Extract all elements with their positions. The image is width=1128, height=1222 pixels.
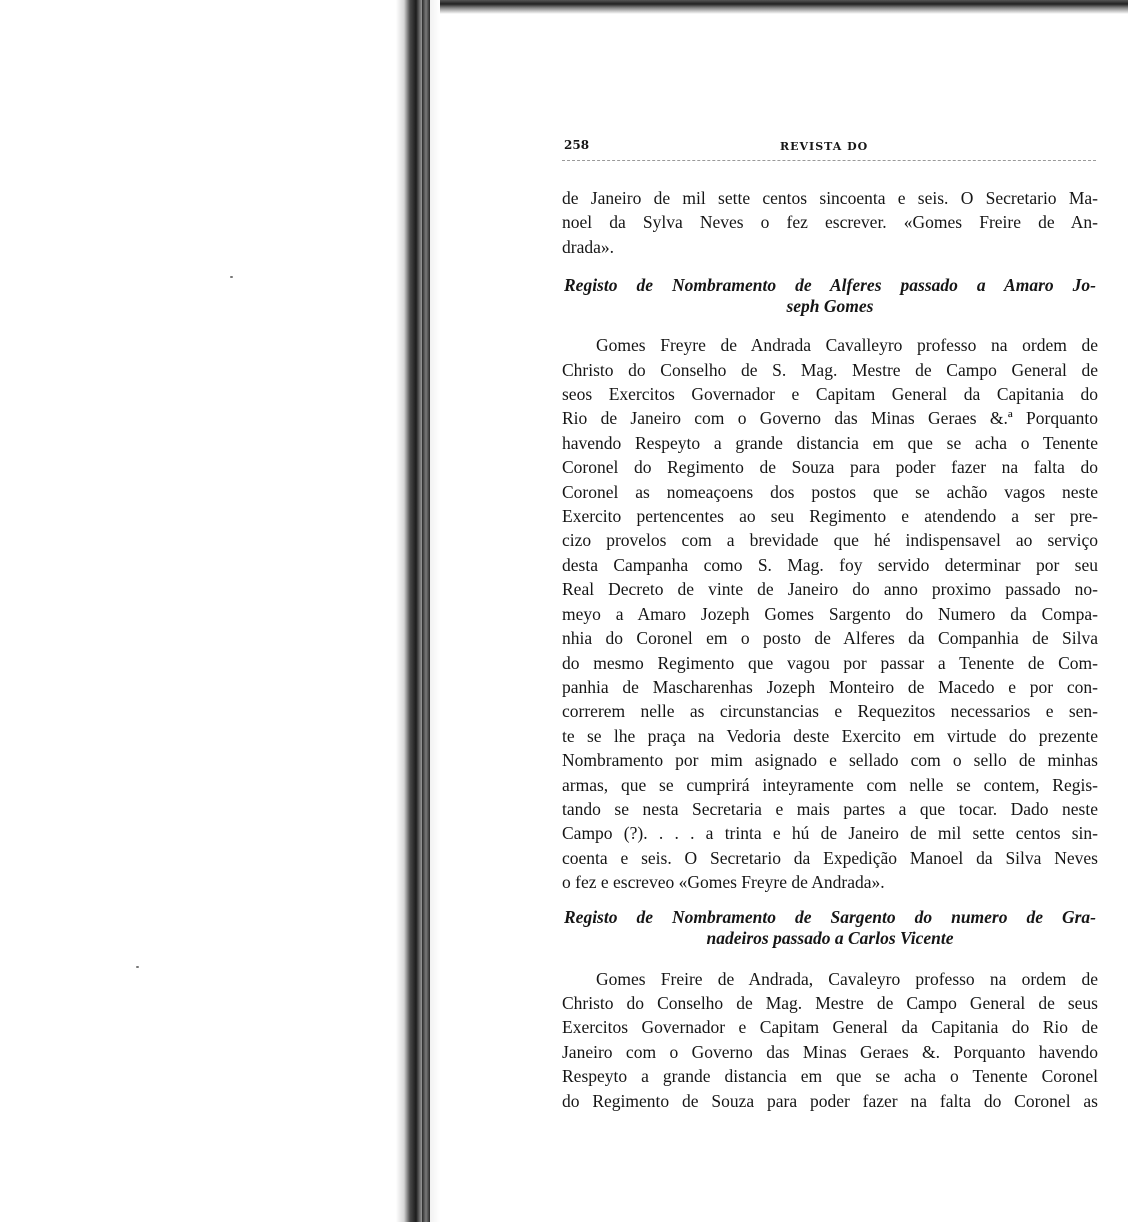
book-spine-edge [422, 0, 430, 1222]
scan-speck [136, 966, 139, 968]
text-line: Gomes Freyre de Andrada Cavalleyro professo na ordem de [596, 335, 1098, 356]
text-line: o fez e escreveo «Gomes Freyre de Andrada». [562, 872, 885, 893]
text-line: Campo (?). . . . a trinta e hú de Janeiro de mil sette centos sin- [562, 823, 1098, 844]
text-line: meyo a Amaro Jozeph Gomes Sargento do Numero da Compa- [562, 603, 1098, 624]
text-line: correrem nelle as circunstancias e Requezitos necessarios e sen- [562, 701, 1098, 722]
page-number: 258 [564, 138, 590, 152]
text-line: drada». [562, 236, 614, 257]
running-header [562, 120, 1098, 153]
scan-speck [230, 276, 233, 278]
text-line: de Janeiro de mil sette centos sincoenta e seis. O Secretario Ma- [562, 188, 1098, 208]
text-line: cizo provelos com a brevidade que hé indispensavel ao serviço [562, 530, 1098, 551]
text-line: Christo do Conselho de S. Mag. Mestre de Campo General de [562, 359, 1098, 380]
book-page [562, 120, 1098, 1111]
heading-line: nadeiros passado a Carlos Vicente [706, 927, 954, 948]
text-line: tando se nesta Secretaria e mais partes a que tocar. Dado neste [562, 798, 1098, 819]
text-line: Exercito pertencentes ao seu Regimento e atendendo a ser pre- [562, 506, 1098, 527]
text-line: Janeiro com o Governo das Minas Geraes &. Porquanto havendo [562, 1041, 1098, 1062]
text-line: Coronel do Regimento de Souza para poder fazer na falta do [562, 457, 1098, 478]
text-line: Coronel as nomeaçoens dos postos que se achão vagos neste [562, 481, 1098, 502]
text-line: do mesmo Regimento que vagou por passar a Tenente de Com- [562, 652, 1098, 673]
text-line: panhia de Mascharenhas Jozeph Monteiro de Macedo e por con- [562, 676, 1098, 697]
text-line: te se lhe praça na Vedoria deste Exercito em virtude do prezente [562, 725, 1098, 746]
heading-line: Registo de Nombramento de Alferes passado a Amaro Jo- [564, 275, 1096, 296]
text-line: havendo Respeyto a grande distancia em que se acha o Tenente [562, 432, 1098, 453]
scan-top-border [410, 0, 1128, 14]
text-line: Real Decreto de vinte de Janeiro do anno proximo passado no- [562, 579, 1098, 600]
heading-line: seph Gomes [786, 296, 874, 317]
section-heading-sargento [562, 907, 1098, 949]
text-line: desta Campanha como S. Mag. foy servido determinar por seu [562, 554, 1098, 575]
section-heading-alferes [562, 275, 1098, 317]
heading-line: Registo de Nombramento de Sargento do numero de Gra- [564, 906, 1096, 927]
text-line: Rio de Janeiro com o Governo das Minas Geraes &.ª Porquanto [562, 408, 1098, 429]
text-line: armas, que se cumprirá inteyramente com nelle se contem, Regis- [562, 774, 1098, 795]
text-line: Nombramento por mim asignado e sellado com o sello de minhas [562, 750, 1098, 771]
text-line: nhia do Coronel em o posto de Alferes da Companhia de Silva [562, 628, 1098, 649]
header-rule [562, 160, 1096, 161]
text-line: coenta e seis. O Secretario da Expedição Manoel da Silva Neves [562, 847, 1098, 868]
page-body [562, 186, 1098, 1113]
text-line: Exercitos Governador e Capitam General da Capitania do Rio de [562, 1017, 1098, 1038]
section-paragraph-sargento [562, 967, 1098, 1113]
text-line: seos Exercitos Governador e Capitam General da Capitania do [562, 384, 1098, 405]
opening-paragraph [562, 186, 1098, 259]
book-spine-shadow [396, 0, 440, 1222]
text-line: noel da Sylva Neves o fez escrever. «Gomes Freire de An- [562, 212, 1098, 233]
running-title: REVISTA DO [780, 140, 869, 153]
text-line: Respeyto a grande distancia em que se acha o Tenente Coronel [562, 1066, 1098, 1087]
section-paragraph-alferes [562, 333, 1098, 894]
text-line: Christo do Conselho de Mag. Mestre de Campo General de seus [562, 992, 1098, 1013]
text-line: do Regimento de Souza para poder fazer na falta do Coronel as [562, 1090, 1098, 1111]
text-line: Gomes Freire de Andrada, Cavaleyro professo na ordem de [596, 968, 1098, 989]
